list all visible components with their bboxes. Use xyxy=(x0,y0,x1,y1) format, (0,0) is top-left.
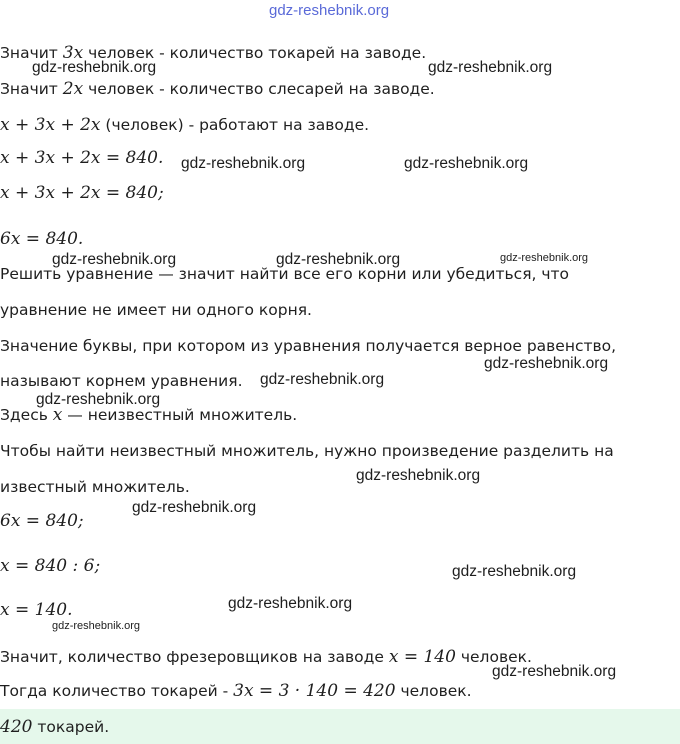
equation xyxy=(0,183,164,203)
text-line: Значит 2x человек - количество слесарей на заводе. xyxy=(0,79,435,99)
text-line: x + 3x + 2x (человек) - работают на заводе. xyxy=(0,115,370,135)
text-line: Тогда количество токарей - 3x = 3 · 140 = 420 человек. xyxy=(0,681,472,701)
watermark: gdz-reshebnik.org xyxy=(32,59,157,76)
text-line: уравнение не имеет ни одного корня. xyxy=(0,301,312,319)
watermark: gdz-reshebnik.org xyxy=(500,252,589,264)
math: x + 3x + 2x = 840; xyxy=(0,183,164,203)
math: 3x xyxy=(62,43,84,63)
text-line: Значит 3x человек - количество токарей на заводе. xyxy=(0,43,427,63)
math: x = 840 : 6; xyxy=(0,556,101,576)
equation xyxy=(0,556,100,576)
text-line: Чтобы найти неизвестный множитель, нужно произведение разделить на xyxy=(0,442,614,460)
watermark: gdz-reshebnik.org xyxy=(132,499,257,516)
equation xyxy=(0,600,73,620)
math: 6x = 840; xyxy=(0,511,84,531)
text-line: Значение буквы, при котором из уравнения получается верное равенство, xyxy=(0,337,617,355)
watermark: gdz-reshebnik.org xyxy=(36,391,161,408)
math: 2x xyxy=(62,79,84,99)
watermark: gdz-reshebnik.org xyxy=(260,371,385,388)
math: x xyxy=(52,405,63,425)
text-line: называют корнем уравнения. xyxy=(0,372,243,390)
watermark: gdz-reshebnik.org xyxy=(452,563,577,580)
watermark: gdz-reshebnik.org xyxy=(492,663,617,680)
watermark: gdz-reshebnik.org xyxy=(52,620,141,632)
watermark: gdz-reshebnik.org xyxy=(428,59,553,76)
answer-box xyxy=(0,709,680,744)
math: 3x = 3 · 140 = 420 xyxy=(233,681,396,701)
watermark: gdz-reshebnik.org xyxy=(228,595,353,612)
math: x = 140. xyxy=(0,600,73,620)
math: 6x = 840. xyxy=(0,229,84,249)
math: 420 xyxy=(0,717,33,737)
math: x + 3x + 2x = 840. xyxy=(0,148,164,168)
watermark: gdz-reshebnik.org xyxy=(356,467,481,484)
watermark: gdz-reshebnik.org xyxy=(404,155,529,172)
watermark: gdz-reshebnik.org xyxy=(269,2,390,19)
watermark: gdz-reshebnik.org xyxy=(484,355,609,372)
equation xyxy=(0,511,84,531)
answer-text: 420 токарей. xyxy=(0,717,110,737)
math: x + 3x + 2x xyxy=(0,115,101,135)
text-line: Здесь x — неизвестный множитель. xyxy=(0,405,298,425)
text-line: Значит, количество фрезеровщиков на заводе x = 140 человек. xyxy=(0,647,532,667)
equation xyxy=(0,148,163,168)
text-line: известный множитель. xyxy=(0,478,190,496)
watermark: gdz-reshebnik.org xyxy=(276,251,401,268)
math: x = 140 xyxy=(388,647,456,667)
equation xyxy=(0,229,83,249)
watermark: gdz-reshebnik.org xyxy=(52,251,177,268)
watermark: gdz-reshebnik.org xyxy=(181,155,306,172)
text-line: Решить уравнение — значит найти все его корни или убедиться, что xyxy=(0,265,570,283)
